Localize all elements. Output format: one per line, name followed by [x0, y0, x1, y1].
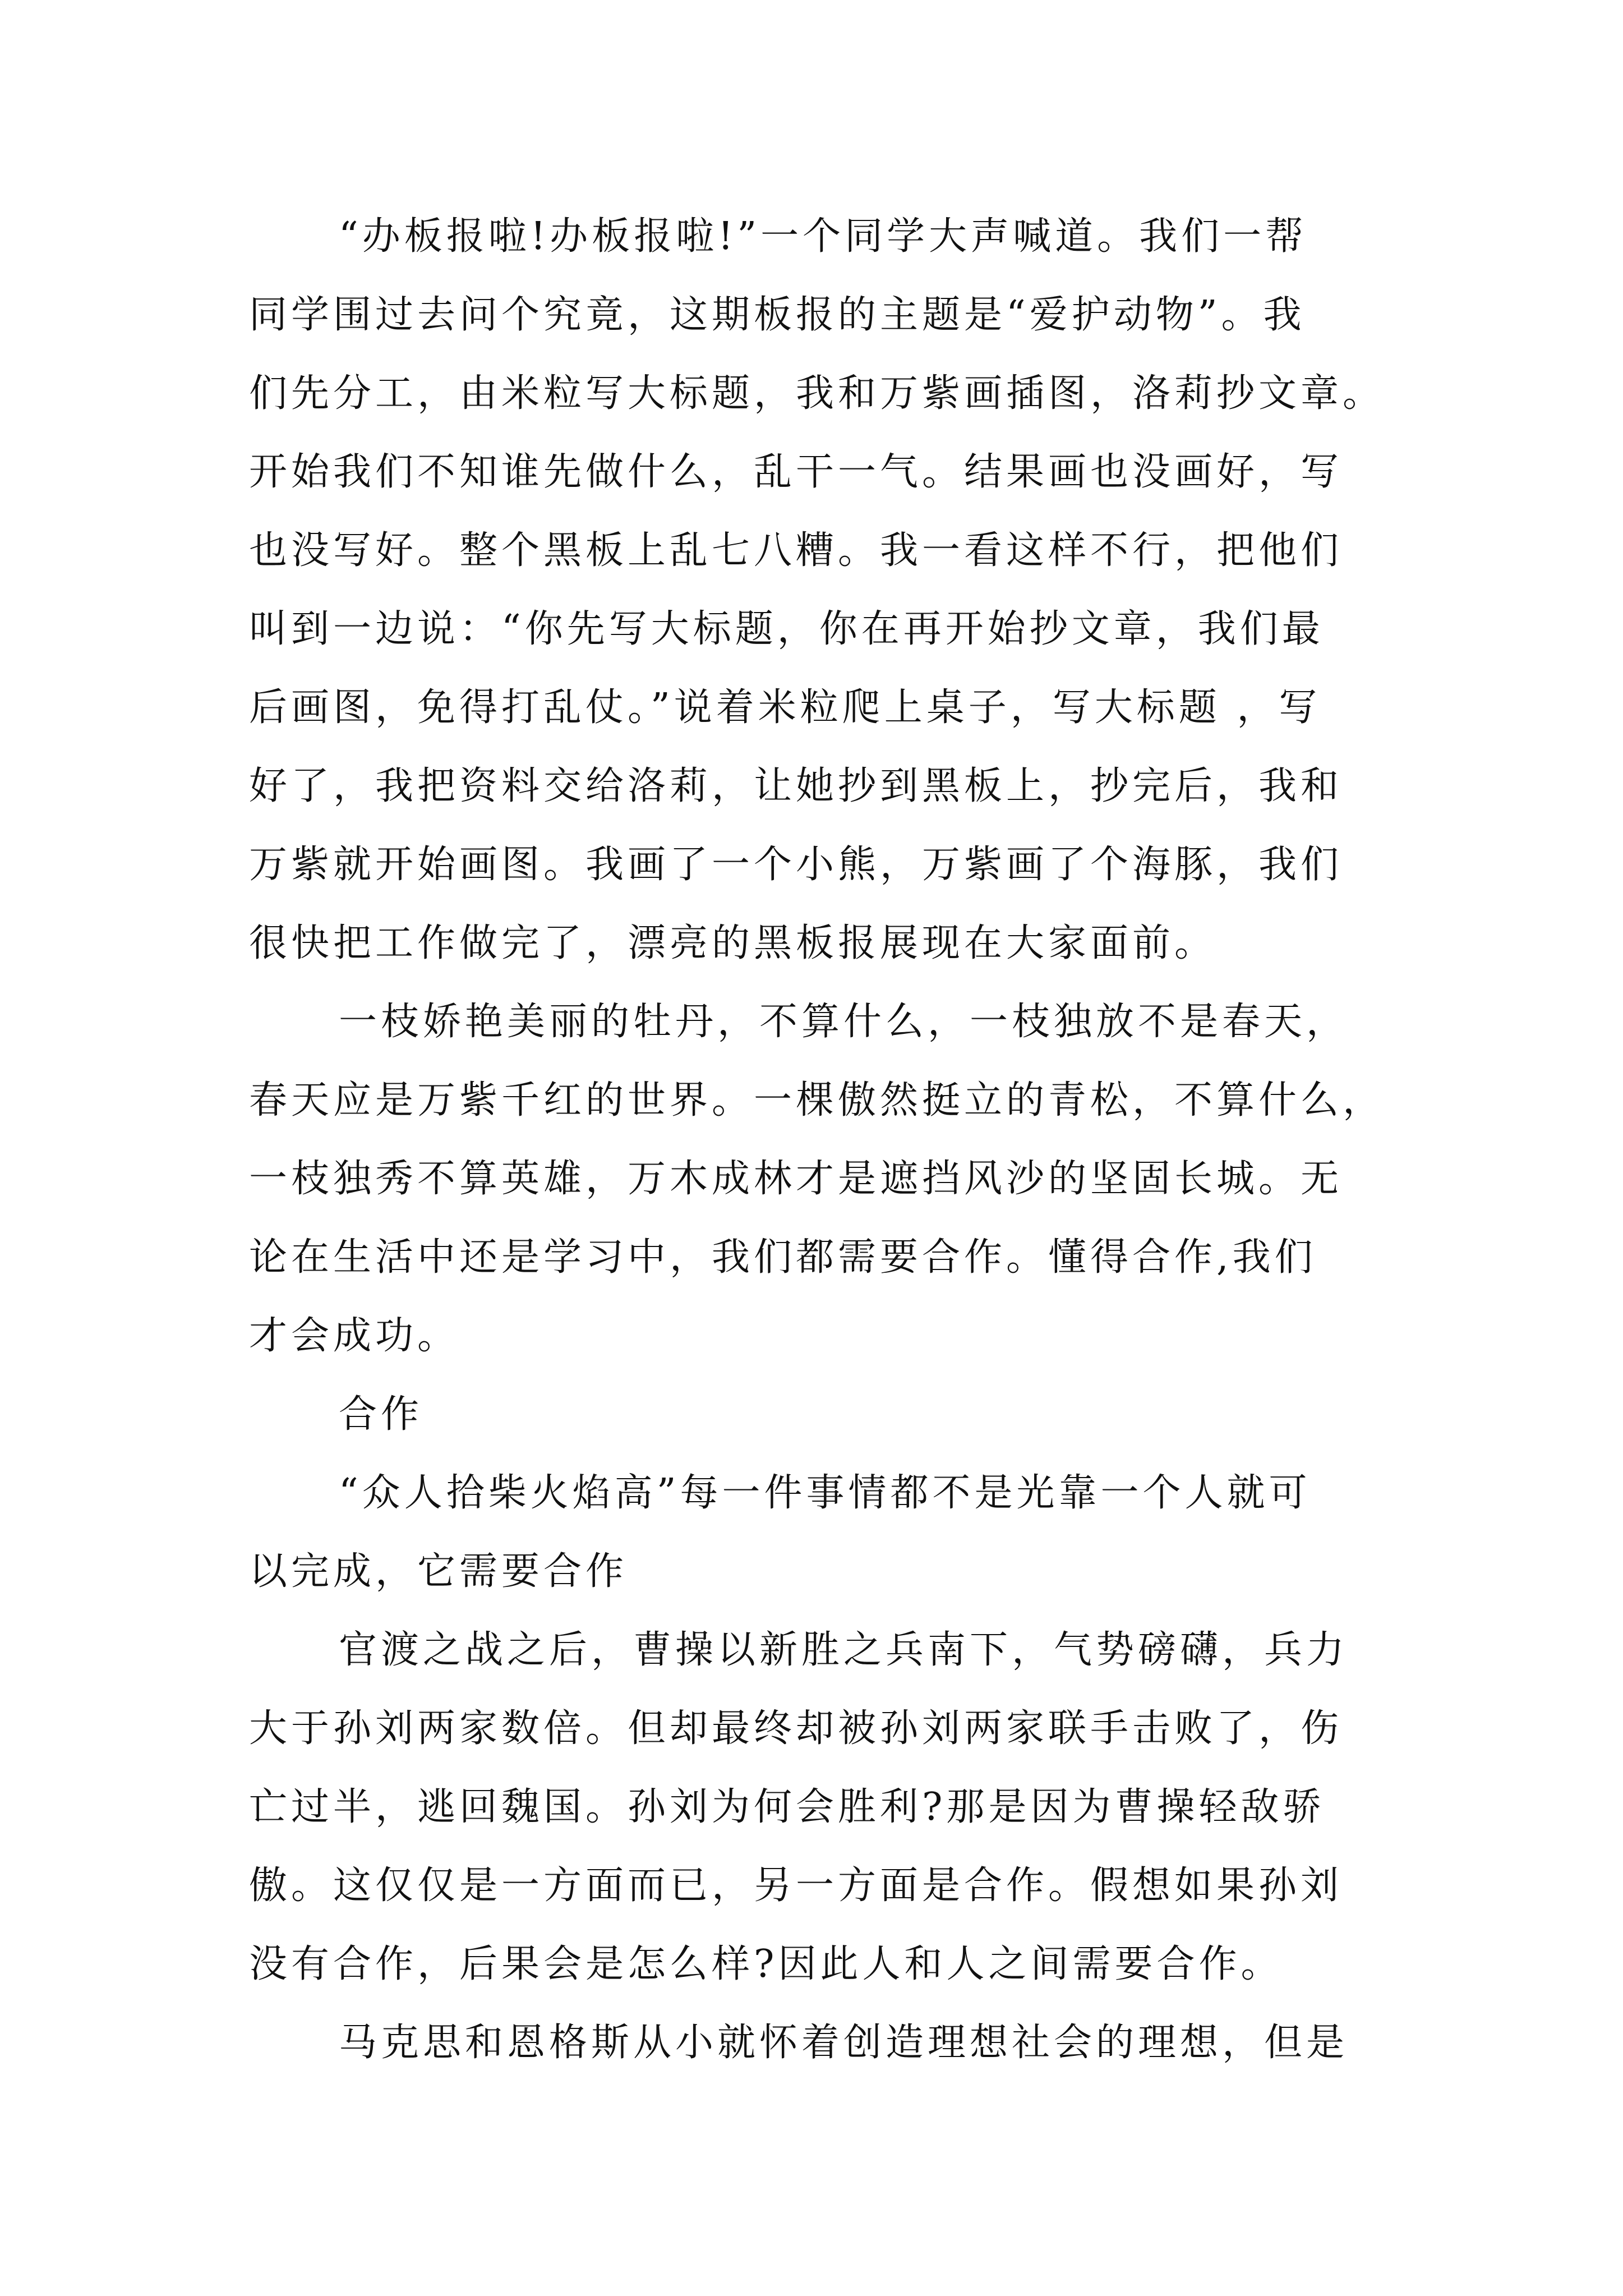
text-line: 傲。这仅仅是一方面而已，另一方面是合作。假想如果孙刘: [249, 1864, 1343, 1908]
text-line: 开始我们不知谁先做什么，乱干一气。结果画也没画好，写: [249, 450, 1343, 494]
text-line: 亡过半，逃回魏国。孙刘为何会胜利?那是因为曹操轻敌骄: [249, 1785, 1325, 1829]
text-line: “众人拾柴火焰高”每一件事情都不是光靠一个人就可: [339, 1471, 1311, 1515]
text-line: 很快把工作做完了，漂亮的黑板报展现在大家面前。: [249, 921, 1217, 965]
section-title: 合作: [339, 1392, 423, 1437]
text-line: 好了，我把资料交给洛莉，让她抄到黑板上，抄完后，我和: [249, 764, 1343, 808]
text-line: 万紫就开始画图。我画了一个小熊，万紫画了个海豚，我们: [249, 843, 1343, 887]
text-line: 大于孙刘两家数倍。但却最终却被孙刘两家联手击败了，伤: [249, 1706, 1343, 1751]
text-line: 也没写好。整个黑板上乱七八糟。我一看这样不行，把他们: [249, 528, 1343, 573]
text-line: 马克思和恩格斯从小就怀着创造理想社会的理想，但是: [339, 2021, 1349, 2065]
text-line: 一枝独秀不算英雄，万木成林才是遮挡风沙的坚固长城。无: [249, 1157, 1343, 1201]
text-line: 以完成，它需要合作: [249, 1549, 628, 1594]
text-line: 们先分工，由米粒写大标题，我和万紫画插图，洛莉抄文章。: [249, 371, 1385, 416]
text-line: 同学围过去问个究竟，这期板报的主题是“爱护动物”。我: [249, 293, 1306, 337]
text-line: 没有合作，后果会是怎么样?因此人和人之间需要合作。: [249, 1942, 1283, 1986]
text-line: 叫到一边说：“你先写大标题，你在再开始抄文章，我们最: [249, 607, 1324, 651]
text-line: 一枝娇艳美丽的牡丹，不算什么，一枝独放不是春天，: [339, 1000, 1349, 1044]
text-line: 官渡之战之后，曹操以新胜之兵南下，气势磅礴，兵力: [339, 1628, 1349, 1672]
text-line: 论在生活中还是学习中，我们都需要合作。懂得合作,我们: [249, 1235, 1317, 1280]
text-line: 后画图，免得打乱仗。”说着米粒爬上桌子，写大标题 ，写: [249, 685, 1321, 730]
text-line: “办板报啦!办板报啦!”一个同学大声喊道。我们一帮: [339, 214, 1308, 259]
text-line: 春天应是万紫千红的世界。一棵傲然挺立的青松，不算什么，: [249, 1078, 1385, 1122]
text-line: 才会成功。: [249, 1314, 460, 1358]
